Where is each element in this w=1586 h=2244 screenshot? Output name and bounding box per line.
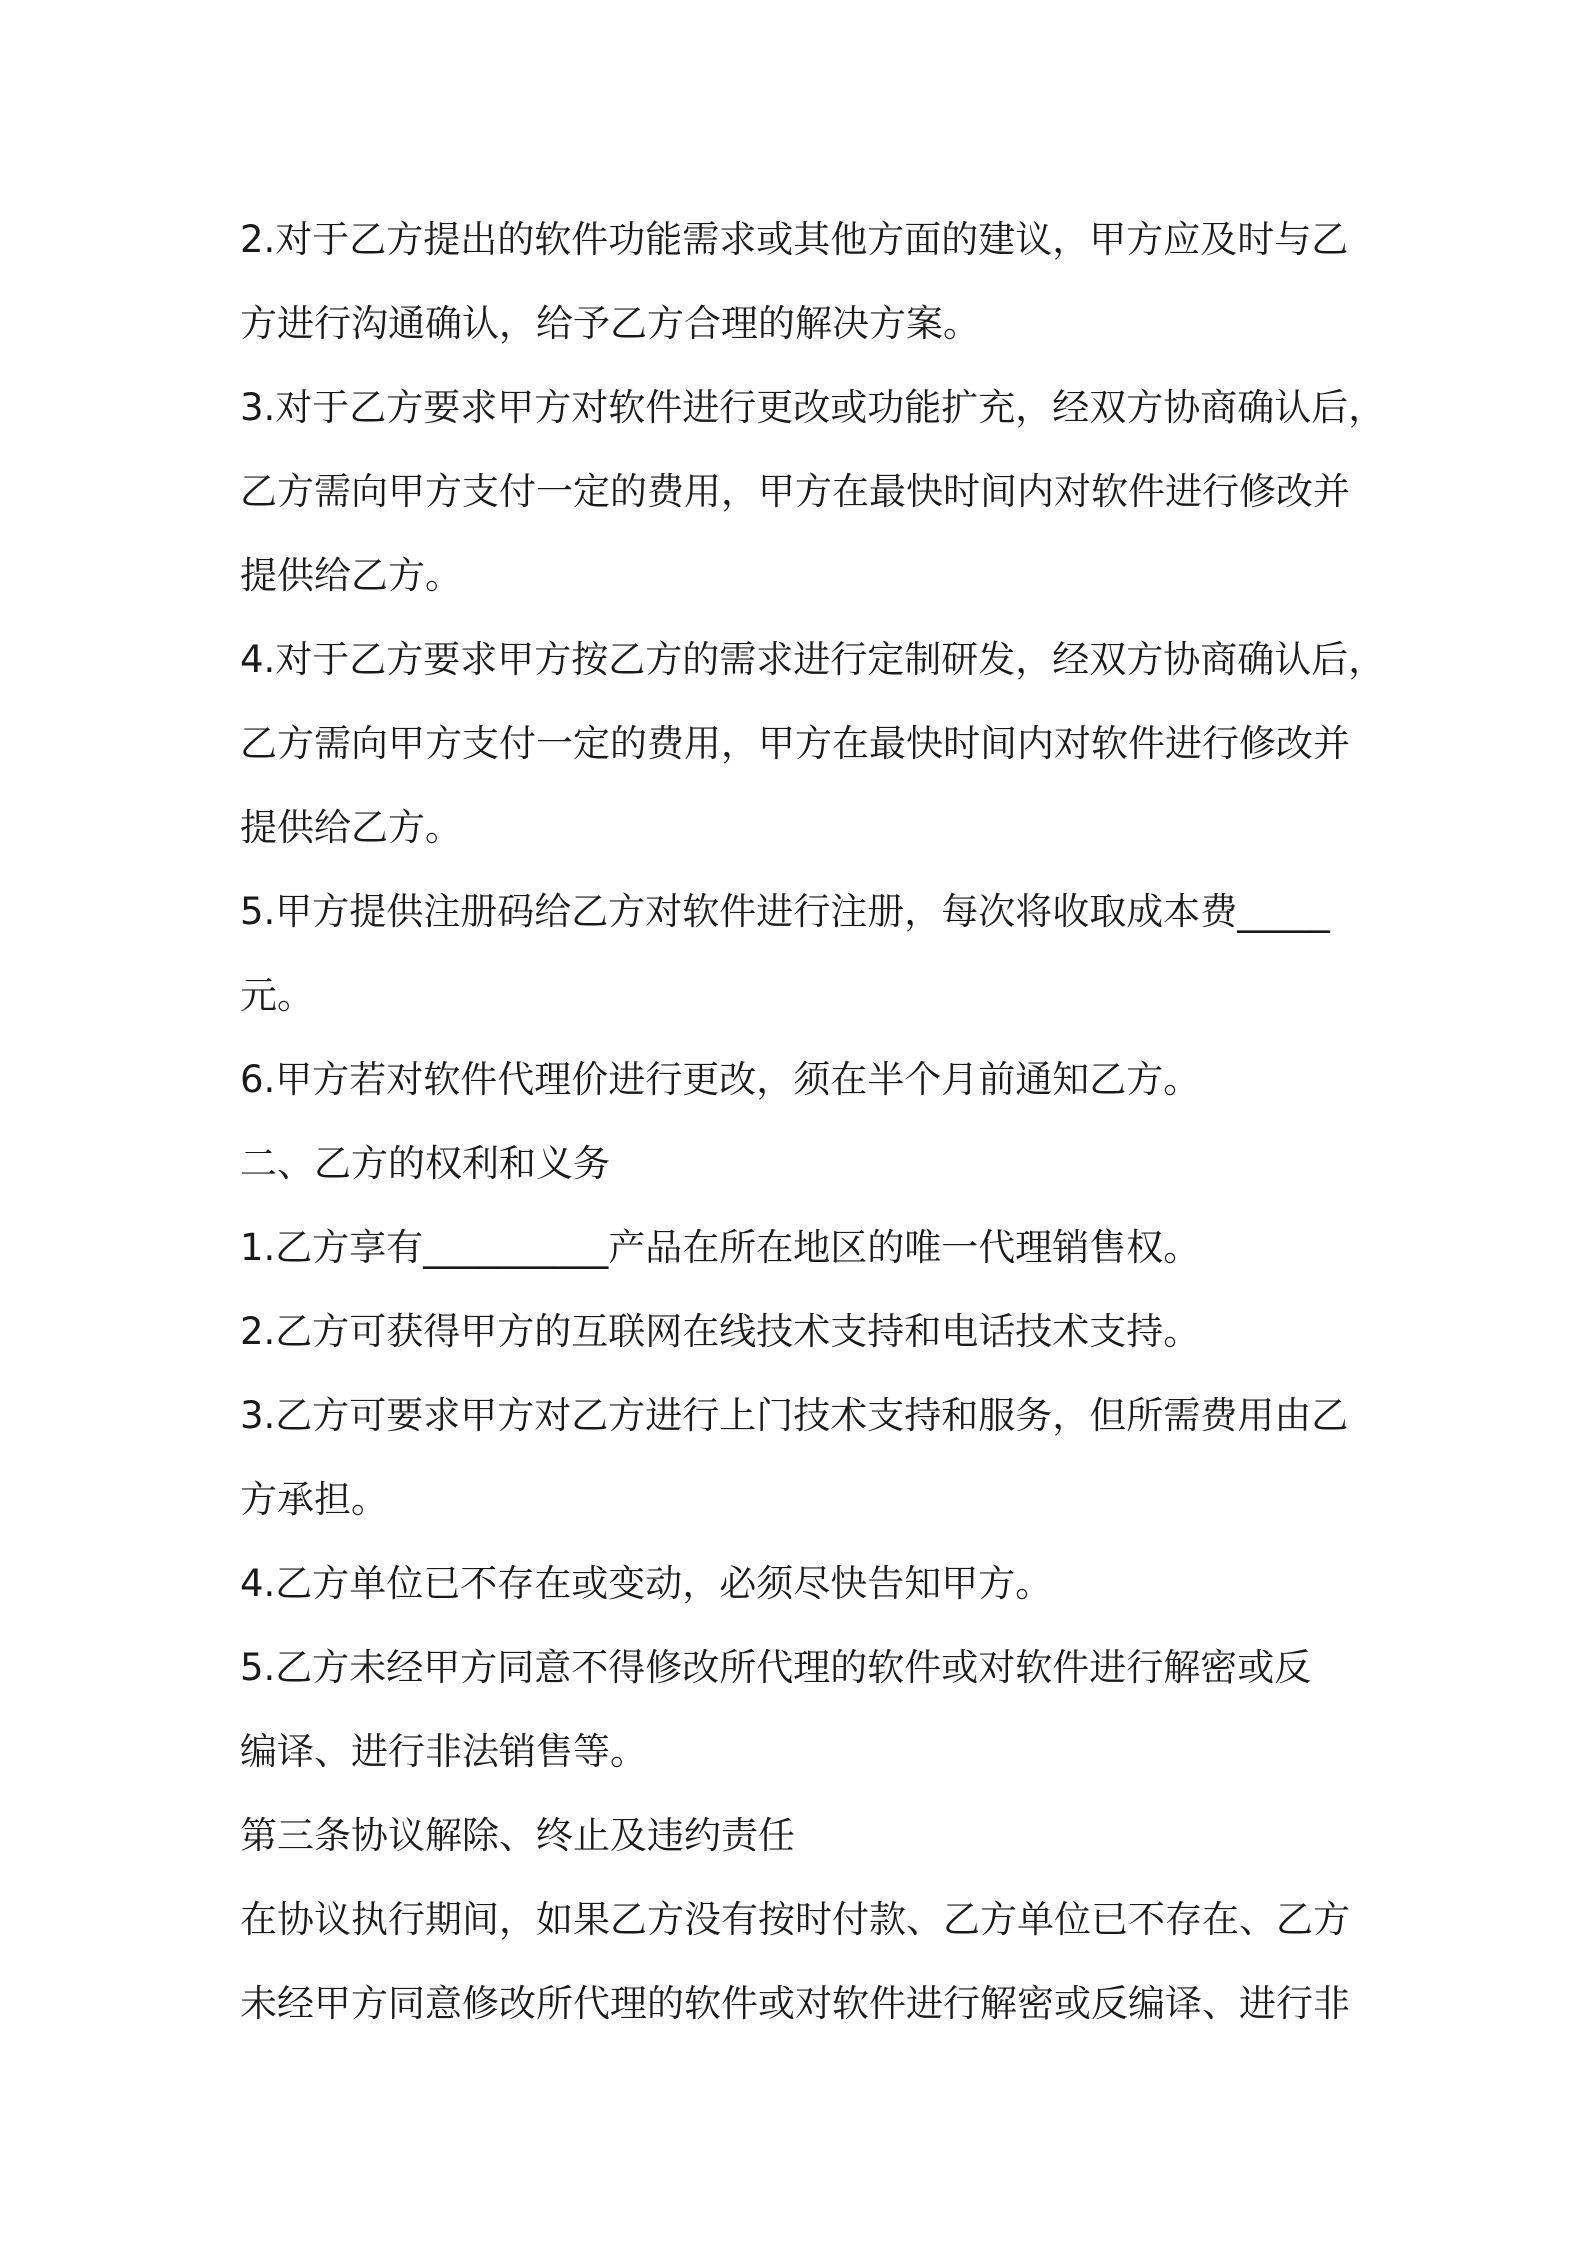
document-body [240, 198, 1386, 2046]
text-line: 元。 [240, 974, 314, 1017]
text-line: 1.乙方享有__________产品在所在地区的唯一代理销售权。 [240, 1226, 1201, 1269]
text-line: 3.乙方可要求甲方对乙方进行上门技术支持和服务，但所需费用由乙 [240, 1394, 1349, 1437]
text-line: 2.对于乙方提出的软件功能需求或其他方面的建议，甲方应及时与乙 [240, 218, 1349, 261]
text-line: 4.对于乙方要求甲方按乙方的需求进行定制研发，经双方协商确认后， [240, 638, 1386, 681]
text-line: 乙方需向甲方支付一定的费用，甲方在最快时间内对软件进行修改并 [240, 470, 1350, 513]
text-line: 方承担。 [240, 1478, 388, 1521]
text-line: 提供给乙方。 [240, 554, 462, 597]
section-heading: 第三条协议解除、终止及违约责任 [240, 1814, 795, 1857]
text-line: 编译、进行非法销售等。 [240, 1730, 647, 1773]
text-line: 乙方需向甲方支付一定的费用，甲方在最快时间内对软件进行修改并 [240, 722, 1350, 765]
text-line: 6.甲方若对软件代理价进行更改，须在半个月前通知乙方。 [240, 1058, 1201, 1101]
text-line: 5.乙方未经甲方同意不得修改所代理的软件或对软件进行解密或反 [240, 1646, 1312, 1689]
section-heading: 二、乙方的权利和义务 [240, 1142, 610, 1185]
text-line: 未经甲方同意修改所代理的软件或对软件进行解密或反编译、进行非 [240, 1982, 1350, 2025]
text-line: 提供给乙方。 [240, 806, 462, 849]
text-line: 4.乙方单位已不存在或变动，必须尽快告知甲方。 [240, 1562, 1053, 1605]
text-line: 2.乙方可获得甲方的互联网在线技术支持和电话技术支持。 [240, 1310, 1201, 1353]
text-line: 方进行沟通确认，给予乙方合理的解决方案。 [240, 302, 980, 345]
text-line: 在协议执行期间，如果乙方没有按时付款、乙方单位已不存在、乙方 [240, 1898, 1350, 1941]
text-line: 3.对于乙方要求甲方对软件进行更改或功能扩充，经双方协商确认后， [240, 386, 1386, 429]
text-line: 5.甲方提供注册码给乙方对软件进行注册，每次将收取成本费_____ [240, 890, 1330, 933]
